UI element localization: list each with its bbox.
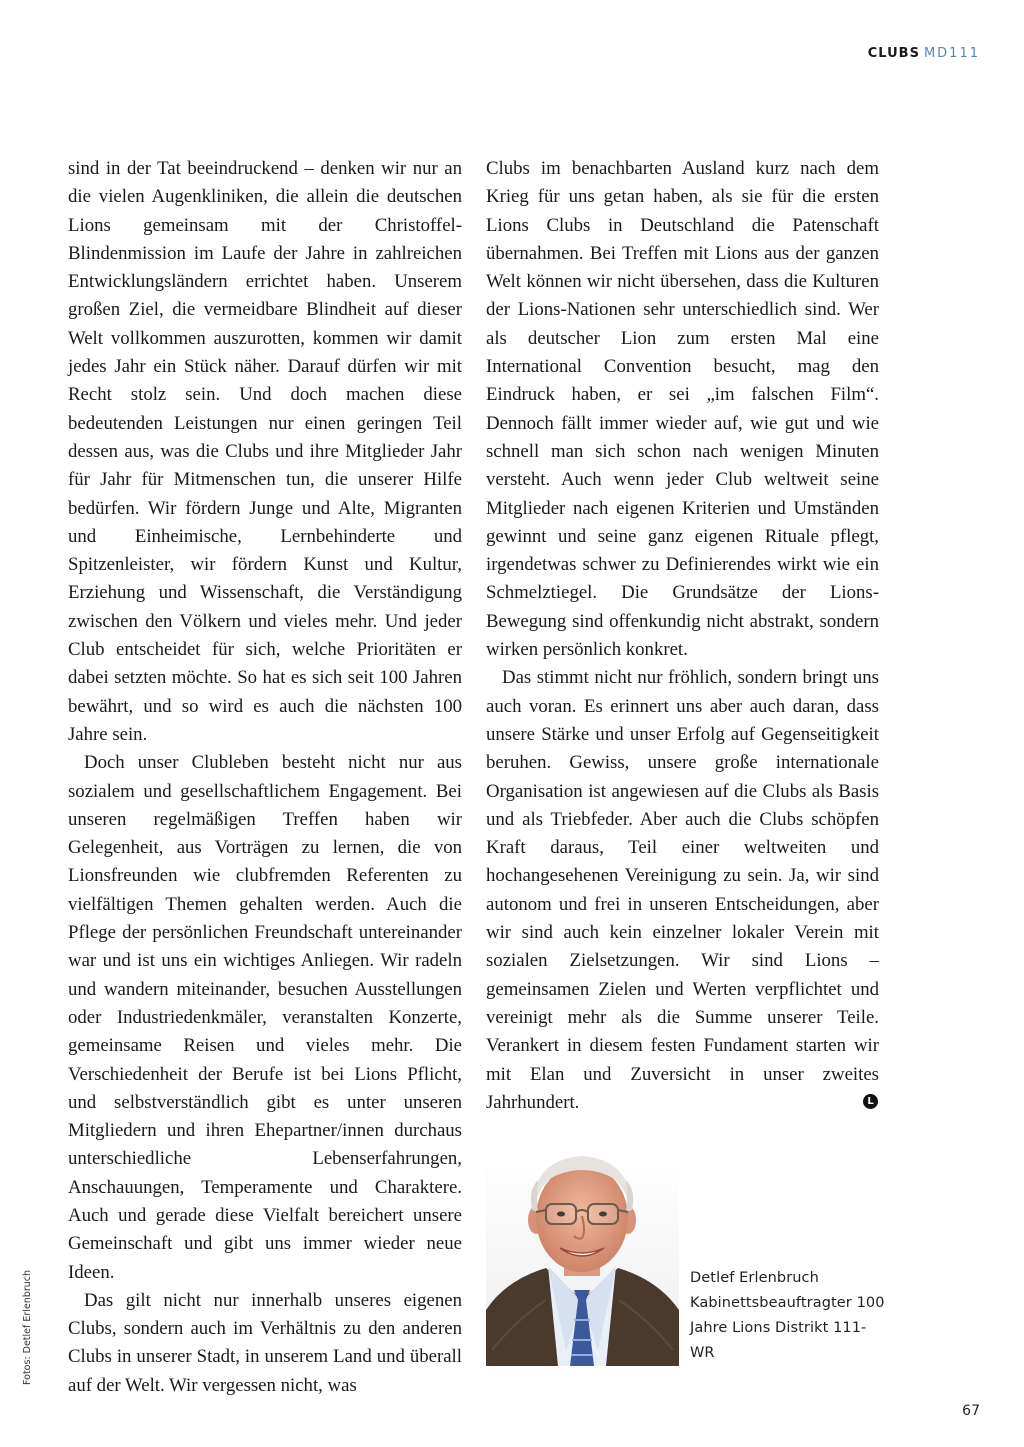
photo-credit: Fotos: Detlef Erlenbruch xyxy=(22,1270,33,1385)
portrait-image xyxy=(486,1150,679,1366)
paragraph: sind in der Tat beeindruckend – denken wir nur an die vielen Augenkliniken, die allein die deutschen Lions gemeinsam mit der Christoffel-Blindenmission im Laufe der Jahre in zahlreichen Entwicklungsländern errichtet haben. Unserem großen Ziel, die vermeidbare Blindheit auf dieser Welt vollkommen auszurotten, kommen wir damit jedes Jahr ein Stück näher. Darauf dürfen wir mit Recht stolz sein. Und doch machen diese bedeutenden Leistungen nur einen geringen Teil dessen aus, was die Clubs und ihre Mitglieder Jahr für Jahr für Mitmenschen tun, die unserer Hilfe bedürfen. Wir fördern Junge und Alte, Migranten und Einheimische, Lernbehinderte und Spitzenleister, wir fördern Kunst und Kultur, Erziehung und Wissenschaft, die Verständigung zwischen den Völkern und vieles mehr. Und jeder Club entscheidet für sich, welche Prioritäten er dabei setzten möchte. So hat es sich seit 100 Jahren bewährt, und so wird es auch die nächsten 100 Jahre sein. xyxy=(68,158,462,745)
paragraph: Doch unser Clubleben besteht nicht nur aus sozialem und gesellschaftlichem Engagement. Bei unseren regelmäßigen Treffen haben wir Gelegenheit, aus Vorträgen zu lernen, die von Lionsfreunden wie clubfremden Referenten zu vielfältigen Themen gehalten werden. Auch die Pflege der persönlichen Freundschaft untereinander war und ist uns ein wichtiges Anliegen. Wir radeln und wandern miteinander, besuchen Ausstellungen oder Industriedenkmäler, veranstalten Konzerte, gemeinsame Reisen und vieles mehr. Die Verschiedenheit der Berufe ist bei Lions Pflicht, und selbstverständlich gibt es unter unseren Mitgliedern und ihren Ehepartner/innen durchaus unterschiedliche Lebenserfahrungen, Anschauungen, Temperamente und Charaktere. Auch und gerade diese Vielfalt bereichert unsere Gemeinschaft und gibt uns immer wieder neue Ideen. xyxy=(68,752,462,1283)
section-label: CLUBS xyxy=(867,46,920,61)
article-column-right xyxy=(486,155,879,1117)
page-number: 67 xyxy=(962,1403,980,1419)
lions-end-mark-icon: L xyxy=(863,1094,878,1109)
photo-caption: Detlef Erlenbruch Kabinettsbeauftragter 100 Jahre Lions Distrikt 111-WR xyxy=(690,1270,885,1361)
paragraph: Clubs im benachbarten Ausland kurz nach dem Krieg für uns getan haben, als sie für die ersten Lions Clubs in Deutschland die Patenschaft übernahmen. Bei Treffen mit Lions aus der ganzen Welt können wir nicht übersehen, dass die Kulturen der Lions-Nationen sehr unterschiedlich sind. Wer als deutscher Lion zum ersten Mal eine International Convention besucht, mag den Eindruck haben, er sei „im falschen Film“. Dennoch fällt immer wieder auf, wie gut und wie schnell man sich schon nach wenigen Minuten versteht. Auch wenn jeder Club weltweit seine Mitglieder nach eigenen Kriterien und Umständen gewinnt und seine ganz eigenen Rituale pflegt, irgendetwas schwer zu Definierendes wirkt wie ein Schmelztiegel. Die Grundsätze der Lions-Bewegung sind offenkundig nicht abstrakt, sondern wirken persönlich konkret. xyxy=(486,158,879,661)
section-code: MD111 xyxy=(923,46,980,61)
paragraph: Das gilt nicht nur innerhalb unseres eigenen Clubs, sondern auch im Verhältnis zu den anderen Clubs in unserer Stadt, in unserem Land und überall auf der Welt. Wir vergessen nicht, was xyxy=(68,1289,462,1396)
article-column-left xyxy=(68,155,462,1400)
paragraph: Das stimmt nicht nur fröhlich, sondern bringt uns auch voran. Es erinnert uns aber auch daran, dass unsere Stärke und unser Erfolg auf Gegenseitigkeit beruhen. Gewiss, unsere große internationale Organisation ist angewiesen auf die Clubs als Basis und als Triebfeder. Aber auch die Clubs schöpfen Kraft daraus, Teil einer weltweiten und hochangesehenen Vereinigung zu sein. Ja, wir sind autonom und frei in unseren Entscheidungen, aber wir sind auch kein einzelner lokaler Verein mit sozialen Zielsetzungen. Wir sind Lions – gemeinsamen Zielen und Werten verpflichtet und vereinigt mehr als die Summe unserer Teile. Verankert in diesem festen Fundament starten wir mit Elan und Zuversicht in unser zweites Jahrhundert. xyxy=(486,667,879,1113)
page-header xyxy=(868,46,980,61)
portrait-photo xyxy=(486,1150,679,1366)
